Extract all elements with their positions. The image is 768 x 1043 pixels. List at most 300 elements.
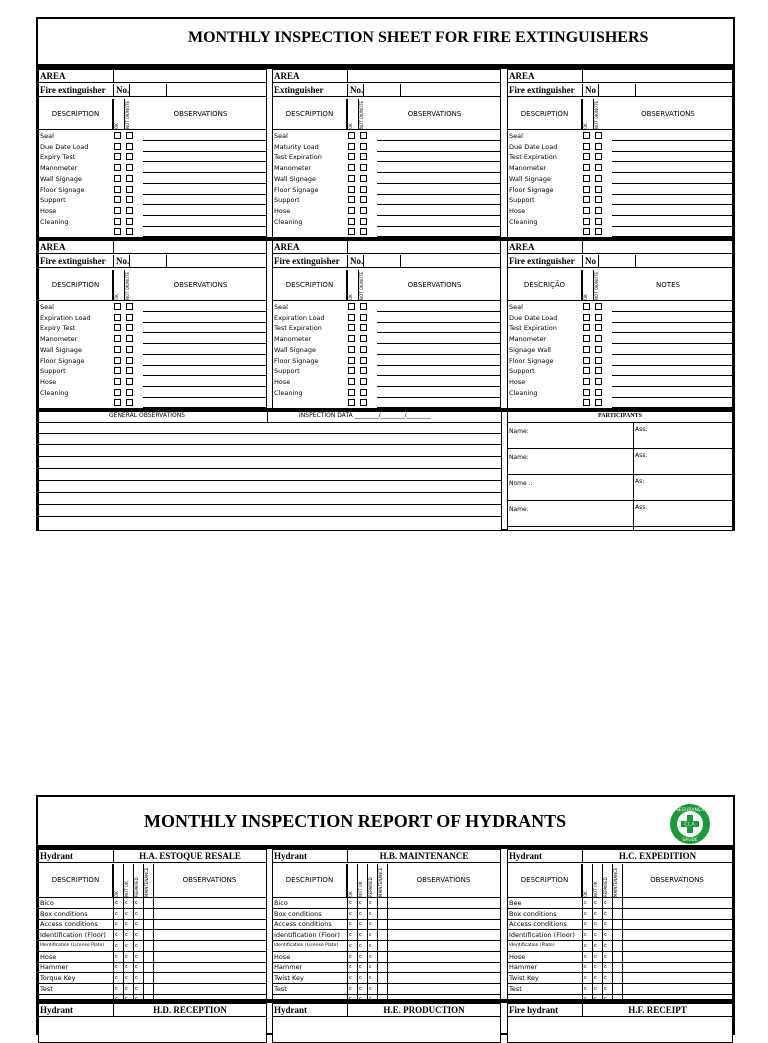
ok-checkbox[interactable] <box>583 153 590 160</box>
checklist-row <box>273 227 500 237</box>
not-ok-checkbox[interactable] <box>126 346 133 353</box>
check-cell[interactable]: c <box>594 932 597 939</box>
hydrant-row <box>273 850 500 863</box>
not-ok-checkbox[interactable] <box>126 357 133 364</box>
check-cell[interactable]: c <box>369 900 372 906</box>
not-ok-checkbox[interactable] <box>126 196 133 203</box>
check-cell[interactable]: c <box>125 900 128 906</box>
check-cell[interactable]: c <box>115 953 118 960</box>
ok-header: OK <box>347 864 357 897</box>
participant-name-field[interactable]: Name: <box>509 454 529 461</box>
item-label: Cleaning <box>509 217 538 226</box>
checklist-row <box>39 345 266 355</box>
inspection-date-field[interactable]: INSPECTION DATA ________/________/________ <box>299 412 431 419</box>
check-cell[interactable]: c <box>594 921 597 928</box>
ok-checkbox[interactable] <box>583 186 590 193</box>
ok-checkbox[interactable] <box>348 228 355 235</box>
checklist-row <box>508 962 732 973</box>
check-cell[interactable]: c <box>369 942 372 949</box>
check-cell[interactable]: c <box>369 910 372 917</box>
check-cell[interactable]: c <box>125 964 128 971</box>
check-cell[interactable]: c <box>369 974 372 981</box>
check-cell[interactable]: c <box>359 953 362 960</box>
check-cell[interactable]: c <box>125 942 128 949</box>
number-field[interactable] <box>598 84 636 97</box>
ok-checkbox[interactable] <box>348 132 355 139</box>
participant-name-field[interactable]: Nome .: <box>509 480 533 487</box>
check-cell[interactable]: c <box>604 953 607 960</box>
check-cell[interactable]: c <box>115 910 118 917</box>
ok-checkbox[interactable] <box>348 143 355 150</box>
check-cell[interactable]: c <box>604 985 607 992</box>
ok-checkbox[interactable] <box>114 389 121 396</box>
item-label: Maturity Load <box>274 142 319 151</box>
ok-checkbox[interactable] <box>114 196 121 203</box>
line <box>508 422 732 423</box>
check-cell[interactable]: c <box>115 985 118 992</box>
check-cell[interactable]: c <box>359 985 362 992</box>
check-cell[interactable]: c <box>349 953 352 960</box>
not-ok-checkbox[interactable] <box>595 367 602 374</box>
ok-checkbox[interactable] <box>348 196 355 203</box>
ok-checkbox[interactable] <box>114 357 121 364</box>
check-cell[interactable]: c <box>369 964 372 971</box>
not-ok-checkbox[interactable] <box>595 186 602 193</box>
not-ok-checkbox[interactable] <box>360 389 367 396</box>
check-cell[interactable]: c <box>604 910 607 917</box>
ok-checkbox[interactable] <box>348 324 355 331</box>
not-ok-checkbox[interactable] <box>595 389 602 396</box>
not-ok-checkbox[interactable] <box>595 228 602 235</box>
check-cell[interactable]: c <box>349 985 352 992</box>
check-cell[interactable]: c <box>594 974 597 981</box>
ok-checkbox[interactable] <box>348 367 355 374</box>
check-cell[interactable]: c <box>115 942 118 949</box>
checklist-row <box>273 388 500 398</box>
not-ok-checkbox[interactable] <box>126 324 133 331</box>
item-label: Signage Wall <box>509 345 551 354</box>
not-ok-checkbox[interactable] <box>126 335 133 342</box>
not-ok-checkbox[interactable] <box>595 399 602 406</box>
ok-checkbox[interactable] <box>583 314 590 321</box>
check-cell[interactable]: c <box>584 985 587 992</box>
ok-checkbox[interactable] <box>583 378 590 385</box>
not-ok-checkbox[interactable] <box>360 228 367 235</box>
ok-checkbox[interactable] <box>348 378 355 385</box>
checklist-row <box>508 909 732 920</box>
hydrant-row <box>39 850 266 863</box>
column-header <box>273 270 500 301</box>
not-ok-checkbox[interactable] <box>126 153 133 160</box>
item-label: Bee <box>509 899 522 907</box>
ok-checkbox[interactable] <box>348 389 355 396</box>
not-ok-checkbox[interactable] <box>595 324 602 331</box>
ok-checkbox[interactable] <box>348 164 355 171</box>
participant-signature-field[interactable]: Ass: <box>635 452 648 459</box>
item-label: Floor Signage <box>274 185 319 194</box>
column-header <box>39 270 266 301</box>
ok-header: OK <box>582 864 592 897</box>
column-line <box>602 864 603 1000</box>
not-ok-checkbox[interactable] <box>126 303 133 310</box>
item-label: Manometer <box>274 335 312 344</box>
check-cell[interactable]: c <box>594 910 597 917</box>
not-ok-checkbox[interactable] <box>595 175 602 182</box>
checklist-row <box>39 323 266 333</box>
not-ok-checkbox[interactable] <box>126 218 133 225</box>
check-cell[interactable]: c <box>349 964 352 971</box>
checklist-row <box>273 366 500 376</box>
hydrant-label: Hydrant <box>509 851 543 861</box>
participant-signature-field[interactable]: Ass: <box>635 504 648 511</box>
check-cell[interactable]: c <box>584 964 587 971</box>
ok-checkbox[interactable] <box>583 324 590 331</box>
check-cell[interactable]: c <box>135 974 138 981</box>
ok-checkbox[interactable] <box>114 367 121 374</box>
not-ok-checkbox[interactable] <box>360 207 367 214</box>
number-field[interactable] <box>363 84 401 97</box>
checklist-row <box>508 131 732 141</box>
area-row <box>39 241 266 254</box>
extinguisher-block <box>272 240 501 411</box>
line <box>508 448 732 449</box>
ok-checkbox[interactable] <box>583 367 590 374</box>
hydrant-name: H.D. RECEPTION <box>113 1004 266 1017</box>
area-field[interactable] <box>113 70 266 83</box>
not-ok-checkbox[interactable] <box>360 303 367 310</box>
line <box>508 474 732 475</box>
hydrant-label: Fire hydrant <box>509 1005 559 1015</box>
check-cell[interactable]: c <box>584 900 587 906</box>
column-line <box>153 864 154 1000</box>
number-label: No. <box>347 255 363 268</box>
ok-checkbox[interactable] <box>114 335 121 342</box>
not-ok-checkbox[interactable] <box>360 218 367 225</box>
ok-checkbox[interactable] <box>114 186 121 193</box>
item-label: Wall Signage <box>40 174 82 183</box>
check-cell[interactable]: c <box>604 942 607 949</box>
ok-checkbox[interactable] <box>348 399 355 406</box>
check-cell[interactable]: c <box>584 953 587 960</box>
ok-checkbox[interactable] <box>114 153 121 160</box>
check-cell[interactable]: c <box>135 942 138 949</box>
checklist-row <box>508 313 732 323</box>
ok-checkbox[interactable] <box>583 196 590 203</box>
not-ok-checkbox[interactable] <box>126 175 133 182</box>
hydrant-name: H.C. EXPEDITION <box>582 850 732 863</box>
repaired-header: REPAIRED <box>602 864 612 897</box>
checklist-row <box>273 345 500 355</box>
not-ok-checkbox[interactable] <box>360 399 367 406</box>
number-label: No. <box>113 255 129 268</box>
line <box>39 456 501 457</box>
check-cell[interactable]: c <box>359 942 362 949</box>
not-ok-checkbox[interactable] <box>595 164 602 171</box>
check-cell[interactable]: c <box>135 910 138 917</box>
check-cell[interactable]: c <box>349 921 352 928</box>
column-line <box>143 864 144 1000</box>
participant-name-field[interactable]: Name: <box>509 428 529 435</box>
item-label: Support <box>274 367 300 376</box>
area-field[interactable] <box>113 241 266 254</box>
not-ok-checkbox[interactable] <box>360 132 367 139</box>
item-label: Twist Key <box>274 973 304 982</box>
ok-checkbox[interactable] <box>348 207 355 214</box>
ok-checkbox[interactable] <box>583 164 590 171</box>
not-ok-checkbox[interactable] <box>360 186 367 193</box>
not-ok-checkbox[interactable] <box>126 314 133 321</box>
check-cell[interactable]: c <box>125 985 128 992</box>
area-row <box>39 70 266 83</box>
extinguisher-block <box>507 69 733 240</box>
check-cell[interactable]: c <box>359 964 362 971</box>
participant-name-field[interactable]: Name: <box>509 506 529 513</box>
check-cell[interactable]: c <box>115 900 118 906</box>
item-label: Box conditions <box>40 909 88 918</box>
description-header: DESCRIPTION <box>273 270 347 300</box>
not-ok-checkbox[interactable] <box>595 335 602 342</box>
number-label: No. <box>347 84 363 97</box>
not-ok-checkbox[interactable] <box>360 378 367 385</box>
ok-checkbox[interactable] <box>114 314 121 321</box>
ok-checkbox[interactable] <box>583 303 590 310</box>
check-cell[interactable]: c <box>594 953 597 960</box>
item-label: Support <box>40 367 66 376</box>
ok-checkbox[interactable] <box>114 324 121 331</box>
ok-checkbox[interactable] <box>348 357 355 364</box>
checklist-row <box>39 313 266 323</box>
item-label: Wall Signage <box>509 174 551 183</box>
not-ok-checkbox[interactable] <box>126 164 133 171</box>
check-cell[interactable]: c <box>584 921 587 928</box>
not-ok-checkbox[interactable] <box>360 143 367 150</box>
check-cell[interactable]: c <box>369 953 372 960</box>
area-row <box>508 241 732 254</box>
not-ok-checkbox[interactable] <box>126 132 133 139</box>
check-cell[interactable]: c <box>359 910 362 917</box>
column-line <box>622 864 623 1000</box>
not-ok-checkbox[interactable] <box>360 335 367 342</box>
column-line <box>133 864 134 1000</box>
check-cell[interactable]: c <box>584 910 587 917</box>
checklist-row <box>508 941 732 952</box>
not-ok-checkbox[interactable] <box>126 378 133 385</box>
ok-checkbox[interactable] <box>583 207 590 214</box>
not-ok-checkbox[interactable] <box>595 196 602 203</box>
area-field[interactable] <box>347 70 500 83</box>
check-cell[interactable]: c <box>115 932 118 939</box>
number-field[interactable] <box>129 255 167 268</box>
checklist-row <box>39 227 266 237</box>
check-cell[interactable]: c <box>135 932 138 939</box>
ok-checkbox[interactable] <box>114 218 121 225</box>
ok-checkbox[interactable] <box>348 303 355 310</box>
number-field[interactable] <box>129 84 167 97</box>
checklist-row <box>39 334 266 344</box>
ok-checkbox[interactable] <box>114 228 121 235</box>
ok-checkbox[interactable] <box>348 346 355 353</box>
number-field[interactable] <box>598 255 636 268</box>
check-cell[interactable]: c <box>359 900 362 906</box>
check-cell[interactable]: c <box>135 900 138 906</box>
ok-checkbox[interactable] <box>348 335 355 342</box>
not-ok-checkbox[interactable] <box>360 175 367 182</box>
observations-header: OBSERVATIONS <box>641 110 695 118</box>
ok-checkbox[interactable] <box>114 175 121 182</box>
not-ok-checkbox[interactable] <box>360 164 367 171</box>
hydrant-label: Hydrant <box>274 1005 308 1015</box>
ok-checkbox[interactable] <box>114 164 121 171</box>
not-ok-checkbox[interactable] <box>595 143 602 150</box>
check-cell[interactable]: c <box>369 985 372 992</box>
check-cell[interactable]: c <box>604 974 607 981</box>
ok-checkbox[interactable] <box>583 143 590 150</box>
ok-checkbox[interactable] <box>114 399 121 406</box>
check-cell[interactable]: c <box>349 942 352 949</box>
check-cell[interactable]: c <box>115 974 118 981</box>
not-ok-checkbox[interactable] <box>595 218 602 225</box>
checklist-row <box>39 174 266 184</box>
checklist-row <box>508 227 732 237</box>
not-ok-checkbox[interactable] <box>126 186 133 193</box>
check-cell[interactable]: c <box>604 921 607 928</box>
check-cell[interactable]: c <box>584 942 587 949</box>
check-cell[interactable]: c <box>115 964 118 971</box>
not-ok-checkbox[interactable] <box>595 346 602 353</box>
check-cell[interactable]: c <box>125 910 128 917</box>
check-cell[interactable]: c <box>369 921 372 928</box>
not-ok-checkbox[interactable] <box>360 153 367 160</box>
item-label: Bico <box>40 899 54 907</box>
ok-checkbox[interactable] <box>583 132 590 139</box>
checklist-row <box>508 174 732 184</box>
check-cell[interactable]: c <box>594 985 597 992</box>
not-ok-checkbox[interactable] <box>126 399 133 406</box>
check-cell[interactable]: c <box>349 974 352 981</box>
not-ok-checkbox[interactable] <box>595 132 602 139</box>
ok-checkbox[interactable] <box>583 399 590 406</box>
item-label: Hose <box>40 206 57 215</box>
check-cell[interactable]: c <box>359 974 362 981</box>
not-ok-checkbox[interactable] <box>126 367 133 374</box>
checklist-row <box>39 398 266 408</box>
not-ok-checkbox[interactable] <box>360 196 367 203</box>
ok-checkbox[interactable] <box>583 175 590 182</box>
check-cell[interactable]: c <box>604 900 607 906</box>
not-ok-checkbox[interactable] <box>360 367 367 374</box>
ok-checkbox[interactable] <box>583 335 590 342</box>
repaired-header: REPAIRED <box>367 864 377 897</box>
not-ok-header: NOT OK/NOTE <box>124 99 135 129</box>
not-ok-checkbox[interactable] <box>360 324 367 331</box>
check-cell[interactable]: c <box>349 900 352 906</box>
not-ok-checkbox[interactable] <box>360 357 367 364</box>
not-ok-checkbox[interactable] <box>126 143 133 150</box>
check-cell[interactable]: c <box>135 985 138 992</box>
ok-checkbox[interactable] <box>114 132 121 139</box>
not-ok-header: NOT OK/NOTE <box>358 99 369 129</box>
check-cell[interactable]: c <box>584 932 587 939</box>
ok-checkbox[interactable] <box>348 218 355 225</box>
item-label: Support <box>40 196 66 205</box>
ok-checkbox[interactable] <box>114 303 121 310</box>
check-cell[interactable]: c <box>125 974 128 981</box>
check-cell[interactable]: c <box>135 921 138 928</box>
check-cell[interactable]: c <box>349 932 352 939</box>
area-label: AREA <box>274 242 300 252</box>
ok-checkbox[interactable] <box>583 218 590 225</box>
ok-checkbox[interactable] <box>114 207 121 214</box>
check-cell[interactable]: c <box>125 932 128 939</box>
area-field[interactable] <box>582 241 732 254</box>
check-cell[interactable]: c <box>125 921 128 928</box>
column-line <box>377 864 378 1000</box>
check-cell[interactable]: c <box>369 932 372 939</box>
checklist-row <box>273 398 500 408</box>
not-ok-checkbox[interactable] <box>360 346 367 353</box>
hydrant-row <box>39 1004 266 1017</box>
not-ok-checkbox[interactable] <box>595 153 602 160</box>
check-cell[interactable]: c <box>594 942 597 949</box>
check-cell[interactable]: c <box>584 974 587 981</box>
ok-checkbox[interactable] <box>348 175 355 182</box>
ok-checkbox[interactable] <box>348 186 355 193</box>
check-cell[interactable]: c <box>125 953 128 960</box>
not-ok-checkbox[interactable] <box>360 314 367 321</box>
participant-signature-field[interactable]: As: <box>635 478 645 485</box>
checklist-row <box>508 930 732 941</box>
ok-checkbox[interactable] <box>114 346 121 353</box>
area-field[interactable] <box>347 241 500 254</box>
check-cell[interactable]: c <box>135 964 138 971</box>
check-cell[interactable]: c <box>594 900 597 906</box>
check-cell[interactable]: c <box>594 964 597 971</box>
ok-checkbox[interactable] <box>583 346 590 353</box>
check-cell[interactable]: c <box>359 921 362 928</box>
description-header: DESCRIPTION <box>39 864 113 897</box>
ok-checkbox[interactable] <box>583 389 590 396</box>
not-ok-checkbox[interactable] <box>595 378 602 385</box>
ok-checkbox[interactable] <box>348 153 355 160</box>
ok-checkbox[interactable] <box>114 378 121 385</box>
ok-checkbox[interactable] <box>583 228 590 235</box>
not-ok-checkbox[interactable] <box>595 207 602 214</box>
not-ok-header: NOT OK/NOTE <box>593 270 604 300</box>
not-ok-checkbox[interactable] <box>595 357 602 364</box>
participant-signature-field[interactable]: Ass: <box>635 426 648 433</box>
not-ok-checkbox[interactable] <box>595 314 602 321</box>
column-header <box>508 864 732 898</box>
check-cell[interactable]: c <box>604 932 607 939</box>
ok-checkbox[interactable] <box>583 357 590 364</box>
area-field[interactable] <box>582 70 732 83</box>
item-label: Hose <box>274 952 291 961</box>
check-cell[interactable]: c <box>135 953 138 960</box>
check-cell[interactable]: c <box>349 910 352 917</box>
check-cell[interactable]: c <box>115 921 118 928</box>
check-cell[interactable]: c <box>604 964 607 971</box>
not-ok-checkbox[interactable] <box>595 303 602 310</box>
number-field[interactable] <box>363 255 401 268</box>
ok-checkbox[interactable] <box>348 314 355 321</box>
ok-checkbox[interactable] <box>114 143 121 150</box>
check-cell[interactable]: c <box>359 932 362 939</box>
checklist-row <box>508 952 732 963</box>
not-ok-checkbox[interactable] <box>126 389 133 396</box>
not-ok-checkbox[interactable] <box>126 228 133 235</box>
not-ok-checkbox[interactable] <box>126 207 133 214</box>
column-line <box>612 864 613 1000</box>
